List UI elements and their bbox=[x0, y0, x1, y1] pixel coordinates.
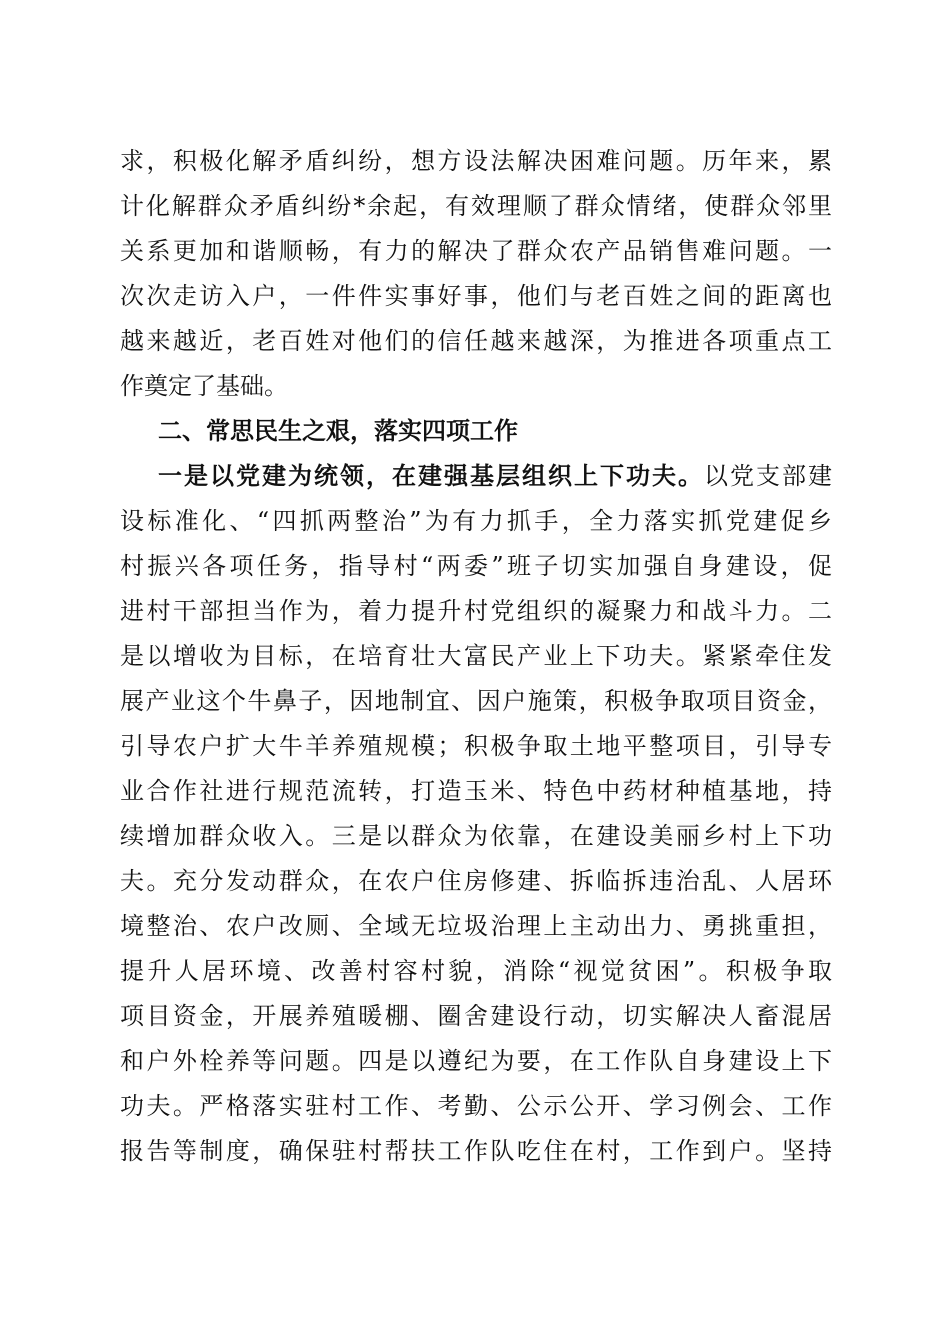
paragraph-first-line bbox=[158, 456, 832, 496]
paragraph-line: 引导农户扩大牛羊养殖规模；积极争取土地平整项目，引导专 bbox=[120, 732, 832, 760]
paragraph-line: 和户外栓养等问题。四是以遵纪为要，在工作队自身建设上下 bbox=[120, 1047, 832, 1075]
paragraph-line: 业合作社进行规范流转，打造玉米、特色中药材种植基地，持 bbox=[120, 777, 832, 805]
paragraph-line: 境整治、农户改厕、全域无垃圾治理上主动出力、勇挑重担， bbox=[120, 912, 832, 940]
paragraph-line: 报告等制度，确保驻村帮扶工作队吃住在村，工作到户。坚持 bbox=[120, 1137, 832, 1165]
paragraph-line: 越来越近，老百姓对他们的信任越来越深，为推进各项重点工 bbox=[120, 327, 832, 355]
paragraph-line: 关系更加和谐顺畅，有力的解决了群众农产品销售难问题。一 bbox=[120, 237, 832, 265]
paragraph-line: 进村干部担当作为，着力提升村党组织的凝聚力和战斗力。二 bbox=[120, 597, 832, 625]
paragraph-line: 提升人居环境、改善村容村貌，消除“视觉贫困”。积极争取 bbox=[120, 957, 832, 985]
paragraph-line: 展产业这个牛鼻子，因地制宜、因户施策，积极争取项目资金， bbox=[120, 687, 832, 715]
first-line-rest: 以党支部建 bbox=[704, 462, 832, 490]
paragraph-line: 求，积极化解矛盾纠纷，想方设法解决困难问题。历年来，累 bbox=[120, 147, 832, 175]
section-heading: 二、常思民生之艰，落实四项工作 bbox=[158, 417, 518, 445]
paragraph-line: 夫。充分发动群众，在农户住房修建、拆临拆违治乱、人居环 bbox=[120, 867, 832, 895]
paragraph-line: 是以增收为目标，在培育壮大富民产业上下功夫。紧紧牵住发 bbox=[120, 642, 832, 670]
bold-lead-sentence: 一是以党建为统领，在建强基层组织上下功夫。 bbox=[158, 462, 704, 490]
paragraph-line: 功夫。严格落实驻村工作、考勤、公示公开、学习例会、工作 bbox=[120, 1092, 832, 1120]
paragraph-line: 次次走访入户，一件件实事好事，他们与老百姓之间的距离也 bbox=[120, 282, 832, 310]
paragraph-line: 续增加群众收入。三是以群众为依靠，在建设美丽乡村上下功 bbox=[120, 822, 832, 850]
paragraph-line: 设标准化、“四抓两整治”为有力抓手，全力落实抓党建促乡 bbox=[120, 507, 832, 535]
paragraph-line: 作奠定了基础。 bbox=[120, 372, 288, 400]
paragraph-line: 计化解群众矛盾纠纷*余起，有效理顺了群众情绪，使群众邻里 bbox=[120, 192, 832, 220]
paragraph-line: 村振兴各项任务，指导村“两委”班子切实加强自身建设，促 bbox=[120, 552, 832, 580]
paragraph-line: 项目资金，开展养殖暖棚、圈舍建设行动，切实解决人畜混居 bbox=[120, 1002, 832, 1030]
